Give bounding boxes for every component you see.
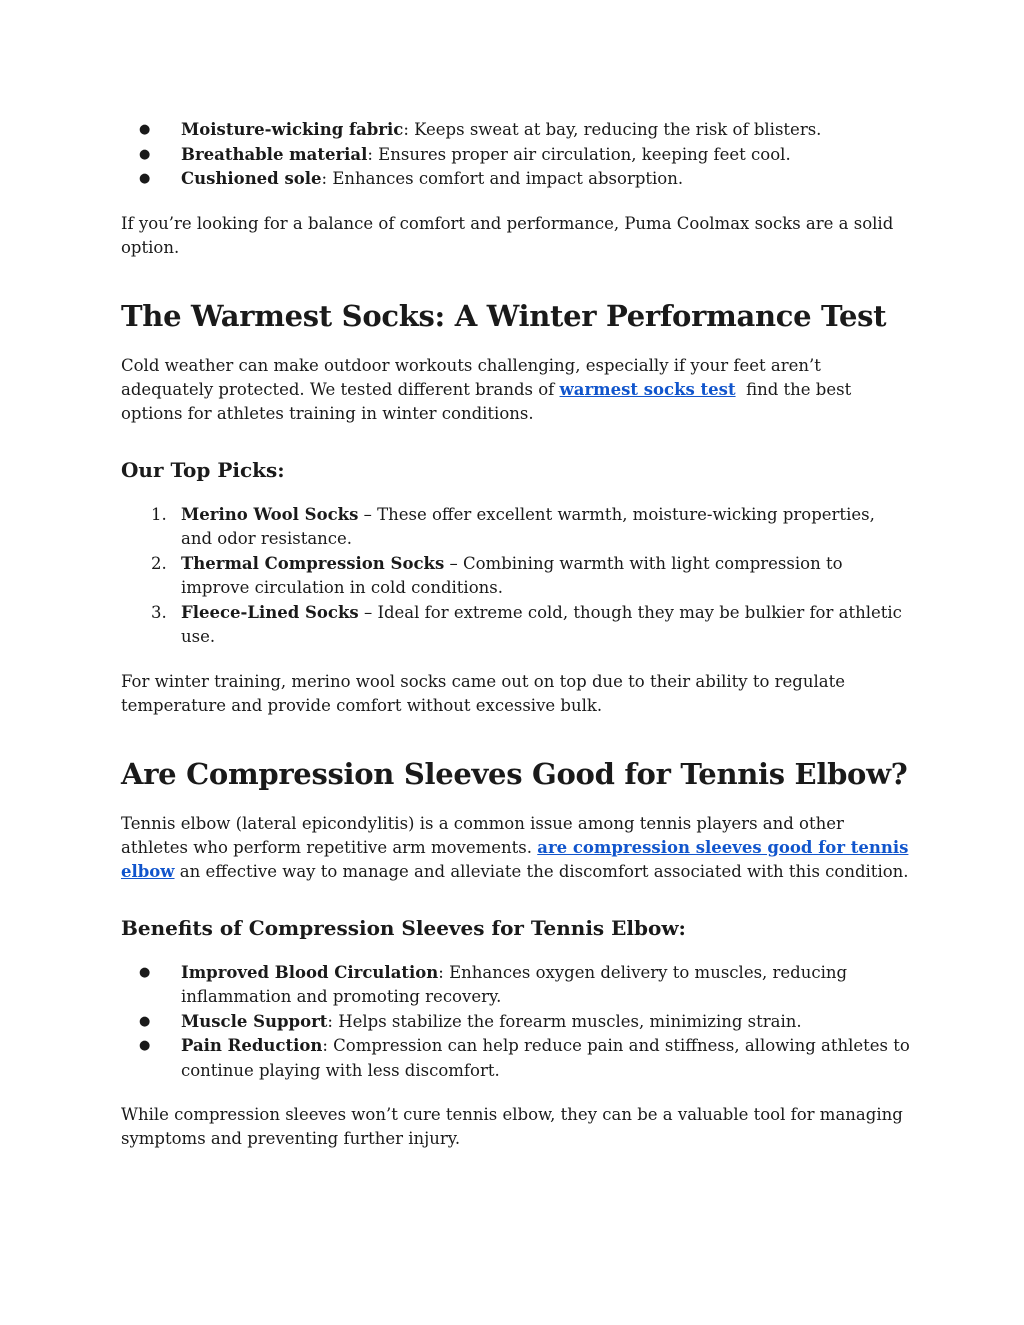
- pick-desc: – Combining warmth with light compression to improve circulation in cold conditions.: [181, 553, 843, 597]
- feature-term: Moisture-wicking fabric: [181, 120, 404, 139]
- bullet-icon: ●: [139, 146, 151, 162]
- pick-term: Fleece-Lined Socks: [181, 602, 359, 622]
- list-item: [121, 552, 911, 601]
- list-item: [121, 601, 911, 650]
- feature-term: Breathable material: [181, 144, 368, 164]
- feature-desc: : Keeps sweat at bay, reducing the risk of blisters.: [403, 120, 822, 139]
- pick-desc: – These offer excellent warmth, moisture-wicking properties, and odor resistance.: [181, 504, 875, 548]
- list-item: [121, 1034, 911, 1083]
- list-item: [121, 961, 911, 1010]
- section-heading-warmest-socks: The Warmest Socks: A Winter Performance Test: [121, 298, 887, 333]
- list-number: 2.: [151, 553, 167, 573]
- benefit-desc: : Enhances oxygen delivery to muscles, reducing inflammation and promoting recovery.: [181, 962, 848, 1006]
- section-heading-compression-sleeves: Are Compression Sleeves Good for Tennis Elbow?: [121, 756, 908, 791]
- paragraph-text: find the best options for athletes training in winter conditions.: [121, 379, 857, 423]
- tennis-elbow-paragraph: [121, 812, 911, 884]
- list-item: [121, 503, 911, 552]
- feature-desc: : Ensures proper air circulation, keeping feet cool.: [367, 144, 791, 164]
- paragraph-text: Cold weather can make outdoor workouts challenging, especially if your feet aren’t adequately protected. We tested different brands of: [121, 355, 821, 399]
- benefit-term: Muscle Support: [181, 1011, 328, 1031]
- paragraph-text: Tennis elbow (lateral epicondylitis) is a common issue among tennis players and other athletes who perform repetitive arm movements.: [121, 813, 844, 857]
- feature-desc: : Enhances comfort and impact absorption.: [321, 169, 684, 188]
- bullet-icon: ●: [139, 1013, 151, 1029]
- list-number: 1.: [151, 504, 167, 524]
- winter-training-conclusion: For winter training, merino wool socks came out on top due to their ability to regulate temperature and provide comfort without excessive bulk.: [121, 671, 846, 715]
- top-picks-list: [121, 503, 911, 650]
- warmest-socks-paragraph: [121, 354, 911, 426]
- compression-sleeves-link[interactable]: are compression sleeves good for tennis elbow: [121, 837, 909, 881]
- pick-desc: – Ideal for extreme cold, though they may be bulkier for athletic use.: [181, 602, 902, 646]
- pick-term: Thermal Compression Socks: [181, 553, 445, 573]
- bullet-icon: ●: [139, 964, 151, 980]
- benefits-list: [121, 961, 911, 1084]
- list-item: [121, 143, 911, 168]
- list-number: 3.: [151, 602, 167, 622]
- intro-conclusion: If you’re looking for a balance of comfort and performance, Puma Coolmax socks are a solid option.: [121, 213, 894, 257]
- subheading-top-picks: Our Top Picks:: [121, 457, 285, 482]
- list-item: [121, 118, 911, 143]
- subheading-benefits: Benefits of Compression Sleeves for Tennis Elbow:: [121, 915, 686, 940]
- feature-term: Cushioned sole: [181, 169, 322, 188]
- intro-feature-list: [121, 118, 911, 192]
- paragraph-text: an effective way to manage and alleviate the discomfort associated with this condition.: [174, 861, 909, 881]
- warmest-socks-test-link[interactable]: warmest socks test: [559, 379, 736, 399]
- compression-sleeves-conclusion: While compression sleeves won’t cure tennis elbow, they can be a valuable tool for managing symptoms and preventing further injury.: [121, 1105, 903, 1148]
- pick-term: Merino Wool Socks: [181, 504, 359, 524]
- bullet-icon: ●: [139, 122, 151, 137]
- benefit-desc: : Compression can help reduce pain and stiffness, allowing athletes to continue playing with less discomfort.: [181, 1036, 910, 1080]
- list-item: [121, 167, 911, 192]
- benefit-desc: : Helps stabilize the forearm muscles, minimizing strain.: [327, 1011, 802, 1031]
- bullet-icon: ●: [139, 171, 151, 186]
- document-page: [121, 118, 911, 1151]
- benefit-term: Pain Reduction: [181, 1036, 323, 1055]
- benefit-term: Improved Blood Circulation: [181, 962, 439, 982]
- bullet-icon: ●: [139, 1038, 151, 1053]
- list-item: [121, 1010, 911, 1035]
